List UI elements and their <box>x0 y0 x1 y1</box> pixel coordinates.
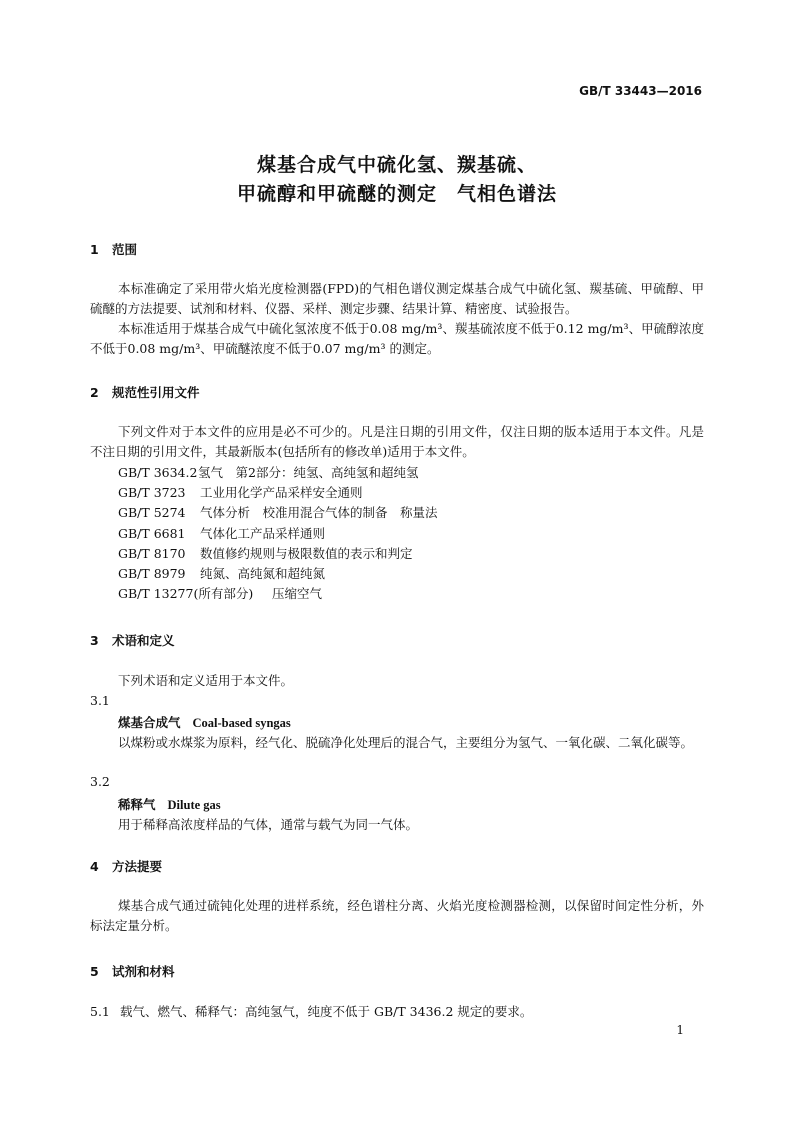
section-heading-method-summary <box>90 857 162 875</box>
term-chinese: 煤基合成气 <box>118 715 181 730</box>
reference-code: GB/T 8170 <box>118 545 186 561</box>
term-english: Coal-based syngas <box>192 716 291 730</box>
reference-title: 纯氮、高纯氮和超纯氮 <box>200 566 326 582</box>
reagent-item <box>90 1002 532 1020</box>
scope-paragraph: 本标准确定了采用带火焰光度检测器(FPD)的气相色谱仪测定煤基合成气中硫化氢、羰基硫、甲硫醇、甲硫醚的方法提要、试剂和材料、仪器、采样、测定步骤、结果计算、精密度、试验报告。 <box>90 281 704 316</box>
references-intro <box>90 422 704 462</box>
section-number: 5 <box>90 964 99 979</box>
term-number: 3.1 <box>90 693 110 708</box>
reference-item <box>118 564 438 584</box>
terms-intro: 下列术语和定义适用于本文件。 <box>118 673 294 688</box>
section-heading-normative-references <box>90 383 200 401</box>
section-heading-reagents <box>90 962 175 980</box>
reference-code: GB/T 6681 <box>118 525 186 541</box>
reference-title: 氢气 第2部分：纯氢、高纯氢和超纯氢 <box>198 465 419 480</box>
document-title-line-2: 甲硫醇和甲硫醚的测定 气相色谱法 <box>236 183 557 205</box>
scope-paragraph: 本标准适用于煤基合成气中硫化氢浓度不低于0.08 mg/m³、羰基硫浓度不低于0.12 mg/m³、甲硫醇浓度不低于0.08 mg/m³、甲硫醚浓度不低于0.07 mg/m³ 的测定。 <box>90 321 704 356</box>
reagent-item-number: 5.1 <box>90 1004 110 1019</box>
term-number: 3.2 <box>90 774 110 789</box>
term-definition <box>90 733 704 753</box>
section-title: 规范性引用文件 <box>112 385 200 400</box>
document-title-line-1: 煤基合成气中硫化氢、羰基硫、 <box>256 154 537 176</box>
method-summary-paragraph: 煤基合成气通过硫钝化处理的进样系统，经色谱柱分离、火焰光度检测器检测，以保留时间定性分析，外标法定量分析。 <box>90 898 704 933</box>
method-summary-body <box>90 896 704 936</box>
term-heading <box>118 713 291 731</box>
reference-item <box>118 503 438 523</box>
reference-title: 气体化工产品采样通则 <box>200 525 326 541</box>
reference-title: 工业用化学产品采样安全通则 <box>200 485 363 501</box>
term-definition <box>90 815 704 835</box>
scope-body <box>90 279 704 359</box>
reference-code: GB/T 8979 <box>118 566 186 582</box>
term-english: Dilute gas <box>167 798 221 812</box>
reference-item <box>118 524 438 544</box>
section-title: 方法提要 <box>112 859 163 874</box>
reference-title: 压缩空气 <box>272 586 323 602</box>
section-title: 术语和定义 <box>112 633 175 648</box>
reference-list <box>118 463 438 604</box>
reference-code: GB/T 3723 <box>118 485 186 501</box>
references-intro-paragraph: 下列文件对于本文件的应用是必不可少的。凡是注日期的引用文件，仅注日期的版本适用于本文件。凡是不注日期的引用文件，其最新版本(包括所有的修改单)适用于本文件。 <box>90 424 704 459</box>
reference-item <box>118 463 438 483</box>
section-heading-scope <box>90 240 137 258</box>
reference-item <box>118 483 438 503</box>
term-chinese: 稀释气 <box>118 797 156 812</box>
reference-code: GB/T 13277(所有部分) <box>118 586 254 602</box>
reference-item <box>118 584 438 604</box>
section-title: 试剂和材料 <box>112 964 175 979</box>
term-definition-text: 用于稀释高浓度样品的气体，通常与载气为同一气体。 <box>118 817 419 832</box>
section-number: 3 <box>90 633 99 648</box>
reference-title: 气体分析 校准用混合气体的制备 称量法 <box>200 505 438 521</box>
standard-number: GB/T 33443—2016 <box>579 84 702 98</box>
reference-title: 数值修约规则与极限数值的表示和判定 <box>200 545 413 561</box>
reference-code: GB/T 3634.2 <box>118 465 198 480</box>
section-number: 2 <box>90 385 99 400</box>
section-number: 1 <box>90 242 99 257</box>
section-number: 4 <box>90 859 99 874</box>
page-number: 1 <box>676 1023 684 1037</box>
reference-item <box>118 544 438 564</box>
section-title: 范围 <box>112 242 138 257</box>
term-heading <box>118 795 221 813</box>
reagent-item-text: 载气、燃气、稀释气：高纯氢气，纯度不低于 GB/T 3436.2 规定的要求。 <box>120 1004 533 1019</box>
term-definition-text: 以煤粉或水煤浆为原料，经气化、脱硫净化处理后的混合气，主要组分为氢气、一氧化碳、二氧化碳等。 <box>118 735 694 750</box>
section-heading-terms <box>90 631 175 649</box>
reference-code: GB/T 5274 <box>118 505 186 521</box>
